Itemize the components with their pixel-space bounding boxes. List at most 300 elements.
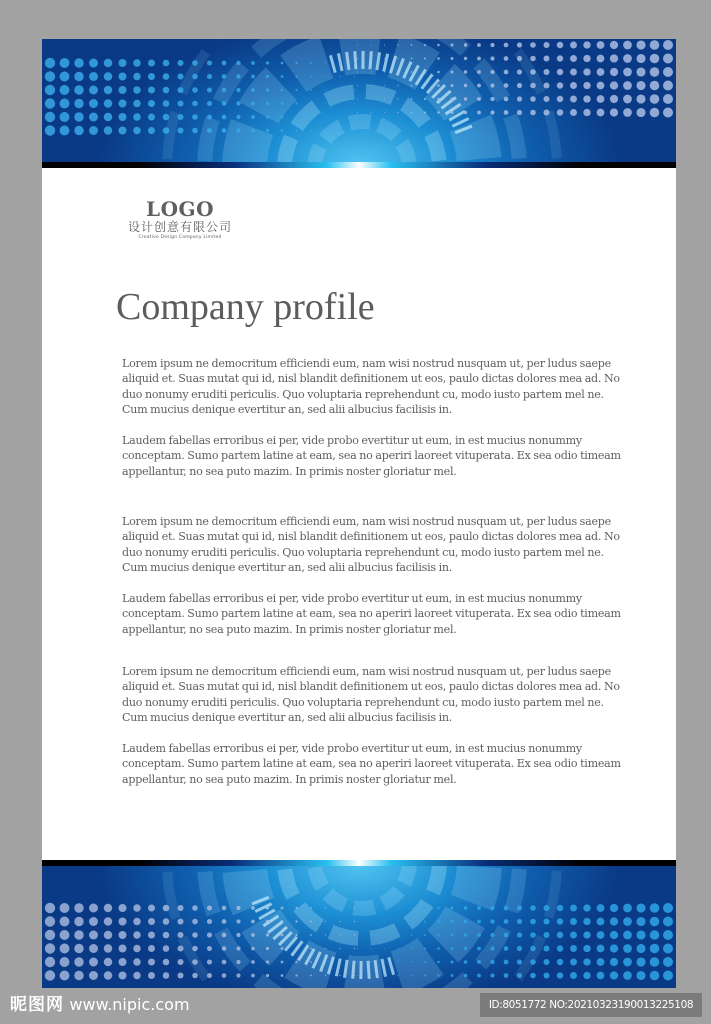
dot bbox=[163, 959, 170, 966]
dot bbox=[354, 921, 355, 922]
dot bbox=[325, 76, 326, 77]
dot bbox=[397, 58, 398, 59]
dot bbox=[310, 130, 312, 132]
dot bbox=[490, 110, 494, 114]
dot bbox=[371, 112, 372, 113]
dot bbox=[281, 129, 284, 132]
dot bbox=[177, 905, 183, 911]
dot bbox=[310, 103, 312, 105]
dot bbox=[464, 906, 467, 909]
dot bbox=[411, 975, 413, 977]
dot bbox=[384, 908, 385, 909]
dot bbox=[451, 71, 454, 74]
dot bbox=[133, 113, 141, 121]
dot bbox=[384, 948, 385, 949]
paragraph: Lorem ipsum ne democritum efficiendi eum, nam wisi nostrud nusquam ut, per ludus saepe aliquid et. Suas mutat qui id, nisl blandit definitionem ut eos, paulo dictas dolores mea ad. No duo nonumy eruditi periculis. Quo voluptaria reprehendunt cu, modo iusto partem mel ne. Cum mucius denique evertitur an, sed alii albucius facilisis in. bbox=[122, 515, 620, 574]
dot bbox=[557, 96, 563, 102]
paragraph: Lorem ipsum ne democritum efficiendi eum, nam wisi nostrud nusquam ut, per ludus saepe aliquid et. Suas mutat qui id, nisl blandit definitionem ut eos, paulo dictas dolores mea ad. No duo nonumy eruditi periculis. Quo voluptaria reprehendunt cu, modo iusto partem mel ne. Cum mucius denique evertitur an, sed alii albucius facilisis in. bbox=[122, 357, 620, 416]
dot bbox=[357, 58, 358, 59]
dot bbox=[207, 87, 212, 92]
dot bbox=[650, 94, 660, 104]
dot bbox=[424, 84, 426, 86]
dot bbox=[251, 75, 255, 79]
dot bbox=[583, 82, 590, 89]
dot bbox=[636, 944, 645, 953]
dot bbox=[222, 61, 227, 66]
dot bbox=[490, 906, 494, 910]
dot bbox=[89, 86, 98, 95]
dot bbox=[557, 69, 563, 75]
dot bbox=[339, 934, 340, 935]
dot bbox=[610, 41, 618, 49]
footer-banner bbox=[42, 866, 676, 988]
dot bbox=[74, 58, 83, 67]
dot bbox=[60, 917, 70, 927]
dot bbox=[354, 961, 355, 962]
dot bbox=[163, 932, 170, 939]
dot bbox=[45, 903, 55, 913]
dot bbox=[357, 975, 358, 976]
dot bbox=[451, 98, 454, 101]
dot bbox=[339, 961, 340, 962]
dot bbox=[530, 959, 536, 965]
dot bbox=[610, 958, 618, 966]
dot bbox=[354, 62, 355, 63]
dot bbox=[517, 946, 522, 951]
dot bbox=[543, 932, 549, 938]
dot bbox=[583, 972, 590, 979]
letterhead-page bbox=[42, 39, 676, 988]
dot bbox=[192, 973, 198, 979]
dot bbox=[623, 944, 632, 953]
dot bbox=[45, 916, 55, 926]
dot bbox=[597, 918, 605, 926]
dot bbox=[148, 100, 155, 107]
dot bbox=[636, 930, 645, 939]
dot bbox=[636, 67, 645, 76]
dot bbox=[354, 116, 355, 117]
dot bbox=[437, 57, 440, 60]
dot bbox=[543, 945, 549, 951]
paragraph: Laudem fabellas erroribus ei per, vide probo evertitur ut eum, in est mucius nonummy conceptam. Sumo partem latine at eam, sea no aperiri laoreet vituperata. Ex sea odio timeam appellantur, no sea puto mazim. In primis noster gloriatur mel. bbox=[122, 742, 621, 786]
dot bbox=[397, 961, 398, 962]
dot bbox=[384, 45, 385, 46]
dot bbox=[464, 960, 467, 963]
dot bbox=[266, 88, 269, 91]
dot bbox=[437, 98, 440, 101]
dot bbox=[192, 60, 198, 66]
ring-segment bbox=[328, 925, 359, 946]
dot bbox=[543, 109, 549, 115]
tick-mark bbox=[370, 51, 371, 69]
dot bbox=[371, 72, 372, 73]
dot bbox=[650, 957, 660, 967]
ring-segment bbox=[241, 909, 299, 966]
ring-segment bbox=[403, 899, 433, 930]
dot bbox=[177, 972, 183, 978]
dot bbox=[623, 931, 632, 940]
dot bbox=[397, 921, 398, 922]
dot bbox=[583, 918, 590, 925]
dot bbox=[504, 83, 509, 88]
dot bbox=[222, 88, 227, 93]
dot bbox=[163, 127, 170, 134]
dot bbox=[371, 975, 372, 976]
ring-segment bbox=[379, 886, 404, 910]
dot bbox=[663, 944, 673, 954]
dot bbox=[236, 919, 240, 923]
dot bbox=[281, 947, 284, 950]
logo-mark: LOGO bbox=[146, 197, 214, 221]
dot bbox=[424, 44, 426, 46]
dot bbox=[104, 931, 112, 939]
dot bbox=[397, 948, 398, 949]
dot bbox=[517, 56, 522, 61]
dot bbox=[517, 110, 522, 115]
dot bbox=[295, 62, 297, 64]
dot bbox=[222, 128, 227, 133]
dot bbox=[517, 42, 522, 47]
dot bbox=[451, 934, 454, 937]
dot bbox=[236, 88, 240, 92]
dot bbox=[133, 918, 141, 926]
paragraph: Laudem fabellas erroribus ei per, vide probo evertitur ut eum, in est mucius nonummy conceptam. Sumo partem latine at eam, sea no aperiri laoreet vituperata. Ex sea odio timeam appellantur, no sea puto mazim. In primis noster gloriatur mel. bbox=[122, 434, 621, 478]
dot bbox=[663, 94, 673, 104]
dot bbox=[163, 905, 170, 912]
dot bbox=[583, 958, 590, 965]
dot bbox=[397, 71, 398, 72]
dot bbox=[583, 945, 590, 952]
dot bbox=[464, 97, 467, 100]
dot bbox=[357, 962, 358, 963]
ring-segment bbox=[503, 114, 526, 159]
dot bbox=[543, 96, 549, 102]
ring-segment bbox=[291, 100, 321, 131]
dot bbox=[325, 948, 326, 949]
dot bbox=[133, 86, 141, 94]
dot bbox=[371, 921, 372, 922]
ring-segment bbox=[277, 868, 299, 899]
tick-mark bbox=[355, 51, 356, 69]
dot bbox=[281, 961, 284, 964]
tick-mark bbox=[353, 961, 354, 979]
dot bbox=[236, 101, 240, 105]
dot bbox=[424, 947, 426, 949]
dot bbox=[371, 962, 372, 963]
dot bbox=[464, 84, 467, 87]
ring-segment bbox=[307, 143, 327, 163]
dot bbox=[384, 72, 385, 73]
dot bbox=[663, 971, 673, 981]
dot bbox=[89, 113, 98, 122]
dot bbox=[397, 98, 398, 99]
footer-tech-graphic bbox=[42, 866, 676, 988]
dot bbox=[583, 68, 590, 75]
dot bbox=[45, 970, 55, 980]
dot bbox=[60, 99, 70, 109]
dot bbox=[557, 918, 563, 924]
dot bbox=[583, 41, 590, 48]
dot bbox=[89, 958, 98, 967]
dot bbox=[325, 130, 326, 131]
dot bbox=[650, 67, 660, 77]
dot bbox=[623, 68, 632, 77]
dot bbox=[610, 971, 618, 979]
dot bbox=[148, 59, 155, 66]
dot bbox=[89, 944, 98, 953]
dot bbox=[236, 906, 240, 910]
dot bbox=[163, 73, 170, 80]
dot bbox=[570, 96, 577, 103]
dot bbox=[570, 945, 577, 952]
dot bbox=[74, 85, 83, 94]
dot bbox=[74, 917, 83, 926]
dot bbox=[610, 68, 618, 76]
dot bbox=[74, 99, 83, 108]
dot bbox=[163, 100, 170, 107]
ring-segment bbox=[544, 870, 562, 919]
dot bbox=[437, 84, 440, 87]
dot bbox=[583, 109, 590, 116]
dot bbox=[477, 57, 481, 61]
dot bbox=[339, 948, 340, 949]
dot bbox=[504, 97, 509, 102]
dot bbox=[650, 81, 660, 91]
dot bbox=[424, 111, 426, 113]
dot bbox=[371, 58, 372, 59]
dot bbox=[148, 73, 155, 80]
dot bbox=[357, 85, 358, 86]
dot bbox=[192, 101, 198, 107]
watermark-id-badge: ID:8051772 NO:20210323190013225108 bbox=[480, 993, 702, 1017]
dot bbox=[663, 957, 673, 967]
dot bbox=[251, 920, 255, 924]
dot bbox=[163, 60, 170, 67]
dot bbox=[530, 69, 536, 75]
dot bbox=[148, 972, 155, 979]
tick-mark bbox=[338, 53, 342, 71]
dot bbox=[437, 920, 440, 923]
dot bbox=[354, 975, 355, 976]
dot bbox=[597, 82, 605, 90]
dot bbox=[424, 974, 426, 976]
dot bbox=[207, 959, 212, 964]
dot bbox=[464, 974, 467, 977]
dot bbox=[74, 112, 83, 121]
dot bbox=[148, 127, 155, 134]
dot bbox=[504, 946, 509, 951]
dot bbox=[397, 44, 398, 45]
dot bbox=[266, 933, 269, 936]
dot bbox=[310, 921, 312, 923]
dot bbox=[650, 108, 660, 118]
ring-segment bbox=[395, 139, 416, 163]
dot bbox=[295, 116, 297, 118]
dot bbox=[74, 930, 83, 939]
dot bbox=[610, 81, 618, 89]
dot bbox=[570, 959, 577, 966]
dot bbox=[650, 40, 660, 50]
header-glow-line bbox=[42, 162, 676, 168]
ring-segment bbox=[544, 110, 562, 159]
dot bbox=[411, 934, 413, 936]
dot bbox=[60, 903, 70, 913]
dot bbox=[60, 957, 70, 967]
dot bbox=[437, 947, 440, 950]
dot bbox=[325, 116, 326, 117]
ring-segment bbox=[424, 130, 446, 161]
dot bbox=[133, 73, 141, 81]
dot bbox=[517, 69, 522, 74]
dot bbox=[207, 973, 212, 978]
dot bbox=[236, 128, 240, 132]
dot bbox=[504, 933, 509, 938]
dot bbox=[339, 907, 340, 908]
dot bbox=[295, 907, 297, 909]
dot bbox=[163, 972, 170, 979]
dot bbox=[119, 918, 127, 926]
dot bbox=[397, 975, 398, 976]
dot bbox=[557, 109, 563, 115]
dot bbox=[437, 71, 440, 74]
dot bbox=[295, 75, 297, 77]
dot bbox=[266, 75, 269, 78]
tick-mark bbox=[382, 959, 386, 977]
dot bbox=[163, 945, 170, 952]
dot bbox=[177, 932, 183, 938]
dot bbox=[543, 972, 549, 978]
dot bbox=[177, 60, 183, 66]
dot bbox=[236, 61, 240, 65]
ring-segment bbox=[215, 39, 258, 40]
logo-company-name-en: Creative Design Company Limited bbox=[138, 235, 222, 240]
dot bbox=[295, 974, 297, 976]
dot bbox=[464, 57, 467, 60]
dot bbox=[464, 933, 467, 936]
dot bbox=[610, 54, 618, 62]
dot bbox=[222, 946, 227, 951]
dot bbox=[281, 102, 284, 105]
dot bbox=[570, 69, 577, 76]
dot bbox=[325, 921, 326, 922]
dot bbox=[119, 113, 127, 121]
dot bbox=[557, 905, 563, 911]
dot bbox=[310, 934, 312, 936]
dot bbox=[384, 935, 385, 936]
dot bbox=[490, 973, 494, 977]
dot bbox=[530, 905, 536, 911]
page-title: Company profile bbox=[116, 286, 375, 328]
dot bbox=[543, 918, 549, 924]
dot bbox=[222, 919, 227, 924]
dot bbox=[504, 110, 509, 115]
dot bbox=[623, 971, 632, 980]
dot bbox=[45, 112, 55, 122]
dot bbox=[663, 67, 673, 77]
dot bbox=[104, 72, 112, 80]
dot bbox=[530, 56, 536, 62]
ring-segment bbox=[388, 39, 440, 90]
dot bbox=[104, 904, 112, 912]
dot bbox=[424, 961, 426, 963]
dot bbox=[119, 127, 127, 135]
dot bbox=[148, 918, 155, 925]
dot bbox=[397, 112, 398, 113]
dot bbox=[530, 919, 536, 925]
dot bbox=[104, 113, 112, 121]
dot bbox=[623, 958, 632, 967]
ring-segment bbox=[197, 116, 220, 161]
dot bbox=[411, 112, 413, 114]
dot bbox=[60, 971, 70, 981]
dot bbox=[583, 904, 590, 911]
dot bbox=[517, 96, 522, 101]
dot bbox=[570, 918, 577, 925]
dot bbox=[437, 44, 440, 47]
dot bbox=[207, 946, 212, 951]
dot bbox=[570, 82, 577, 89]
dot bbox=[339, 130, 340, 131]
dot bbox=[597, 55, 605, 63]
dot bbox=[451, 947, 454, 950]
dot bbox=[357, 908, 358, 909]
dot bbox=[251, 960, 255, 964]
dot bbox=[610, 917, 618, 925]
dot bbox=[490, 946, 494, 950]
dot bbox=[133, 100, 141, 108]
ring-segment bbox=[352, 900, 376, 916]
dot bbox=[477, 960, 481, 964]
dot bbox=[177, 87, 183, 93]
dot bbox=[266, 906, 269, 909]
dot bbox=[89, 931, 98, 940]
dot bbox=[597, 904, 605, 912]
dot bbox=[60, 72, 70, 82]
dot bbox=[411, 44, 413, 46]
dot bbox=[222, 101, 227, 106]
dot bbox=[222, 933, 227, 938]
dot bbox=[650, 944, 660, 954]
dot bbox=[74, 957, 83, 966]
dot bbox=[60, 126, 70, 136]
dot bbox=[148, 86, 155, 93]
dot bbox=[207, 114, 212, 119]
tick-mark bbox=[336, 959, 340, 977]
dot bbox=[650, 54, 660, 64]
dot bbox=[310, 76, 312, 78]
dot bbox=[636, 108, 645, 117]
dot bbox=[424, 934, 426, 936]
dot bbox=[477, 84, 481, 88]
ring-segment bbox=[397, 866, 417, 887]
dot bbox=[650, 917, 660, 927]
dot bbox=[517, 83, 522, 88]
dot bbox=[357, 935, 358, 936]
dot bbox=[490, 97, 494, 101]
dot bbox=[530, 96, 536, 102]
dot bbox=[339, 921, 340, 922]
dot bbox=[236, 74, 240, 78]
dot bbox=[89, 126, 98, 135]
dot bbox=[623, 95, 632, 104]
dot bbox=[295, 129, 297, 131]
dot bbox=[325, 62, 326, 63]
dot bbox=[192, 87, 198, 93]
dot bbox=[89, 917, 98, 926]
dot bbox=[295, 920, 297, 922]
dot bbox=[411, 58, 413, 60]
dot bbox=[177, 73, 183, 79]
